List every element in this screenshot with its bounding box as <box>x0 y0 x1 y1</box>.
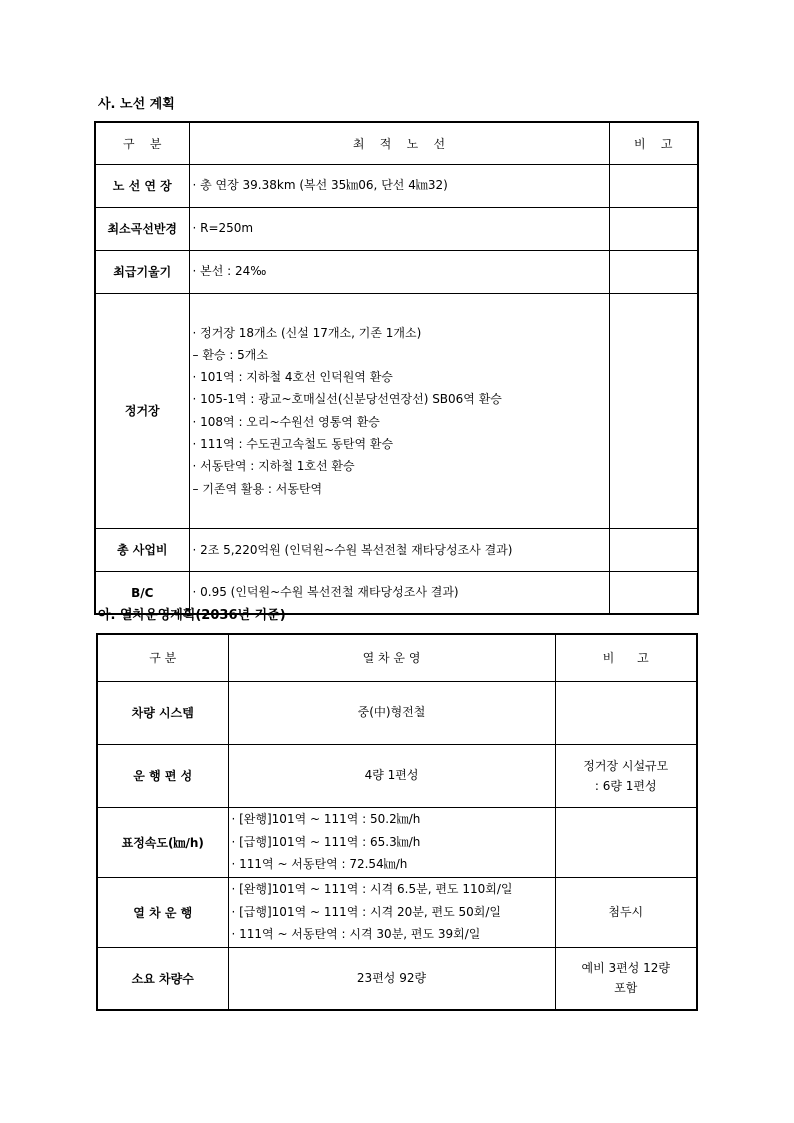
row-content <box>228 681 555 744</box>
row-note <box>609 571 698 614</box>
row-content <box>189 207 609 250</box>
row-label-stations: 정거장 <box>95 293 189 528</box>
row-note <box>555 807 697 877</box>
row-note <box>555 681 697 744</box>
row-label-schedule-speed: 표정속도(㎞/h) <box>97 807 228 877</box>
table-row <box>95 528 698 571</box>
content-line: · 108역 : 오리~수원선 영통역 환승 <box>192 414 380 429</box>
note-line: : 6량 1편성 <box>594 778 657 793</box>
row-content <box>189 293 609 528</box>
content-line: 23편성 92량 <box>356 970 427 985</box>
content-line: · [완행]101역 ~ 111역 : 50.2㎞/h <box>231 811 421 826</box>
header-remarks: 비 고 <box>555 634 697 681</box>
row-note <box>609 207 698 250</box>
content-line: · [완행]101역 ~ 111역 : 시격 6.5분, 편도 110회/일 <box>231 881 513 896</box>
table-row <box>95 207 698 250</box>
table-row <box>97 744 697 807</box>
content-line: – 기존역 활용 : 서동탄역 <box>192 481 323 496</box>
header-category: 구 분 <box>95 122 189 164</box>
content-line: · 101역 : 지하철 4호선 인덕원역 환승 <box>192 370 393 385</box>
content-line: · 0.95 (인덕원~수원 복선전철 재타당성조사 결과) <box>192 585 459 600</box>
row-label-route-length: 노 선 연 장 <box>95 164 189 207</box>
row-content <box>189 164 609 207</box>
table-row <box>95 164 698 207</box>
note-line: 예비 3편성 12량 <box>581 961 670 976</box>
row-note <box>609 293 698 528</box>
table-row <box>95 250 698 293</box>
content-line: 4량 1편성 <box>364 768 419 783</box>
header-category: 구 분 <box>97 634 228 681</box>
content-line: · 본선 : 24‰ <box>192 264 267 279</box>
content-line: · 111역 ~ 서동탄역 : 72.54㎞/h <box>231 857 408 872</box>
row-note <box>609 250 698 293</box>
row-content <box>228 877 555 947</box>
route-plan-table <box>94 121 699 615</box>
row-label-min-curve-radius: 최소곡선반경 <box>95 207 189 250</box>
row-label-vehicle-system: 차량 시스템 <box>97 681 228 744</box>
content-line: · [급행]101역 ~ 111역 : 65.3㎞/h <box>231 834 421 849</box>
row-content <box>228 947 555 1010</box>
table-row <box>97 877 697 947</box>
header-optimal-route: 최 적 노 선 <box>189 122 609 164</box>
note-line: 포함 <box>614 981 638 996</box>
row-label-formation: 운 행 편 성 <box>97 744 228 807</box>
content-line: · 111역 ~ 서동탄역 : 시격 30분, 편도 39회/일 <box>231 927 481 942</box>
row-note <box>609 164 698 207</box>
content-line: · 총 연장 39.38km (복선 35㎞06, 단선 4㎞32) <box>192 178 448 193</box>
content-line: · [급행]101역 ~ 111역 : 시격 20분, 편도 50회/일 <box>231 904 502 919</box>
content-line: – 환승 : 5개소 <box>192 347 268 362</box>
table-row <box>97 807 697 877</box>
row-note <box>609 528 698 571</box>
header-remarks: 비 고 <box>609 122 698 164</box>
row-note <box>555 744 697 807</box>
content-line: · 111역 : 수도권고속철도 동탄역 환승 <box>192 436 394 451</box>
row-label-required-vehicles: 소요 차량수 <box>97 947 228 1010</box>
row-content <box>189 250 609 293</box>
row-content <box>228 744 555 807</box>
content-line: · 2조 5,220억원 (인덕원~수원 복선전철 재타당성조사 결과) <box>192 542 513 557</box>
note-line: 첨두시 <box>608 905 644 919</box>
train-operation-table <box>96 633 698 1011</box>
row-label-max-gradient: 최급기울기 <box>95 250 189 293</box>
header-train-operation: 열 차 운 영 <box>228 634 555 681</box>
content-line: · 정거장 18개소 (신설 17개소, 기존 1개소) <box>192 325 422 340</box>
table-row <box>95 293 698 528</box>
content-line: · 105-1역 : 광교~호매실선(신분당선연장선) SB06역 환승 <box>192 392 502 407</box>
table-row <box>97 947 697 1010</box>
section-title-route-plan: 사. 노선 계획 <box>98 97 175 112</box>
row-note <box>555 947 697 1010</box>
note-line: 정거장 시설규모 <box>583 758 669 773</box>
section-title-train-operation: 아. 열차운영계획(2036년 기준) <box>98 608 286 623</box>
table-row <box>97 681 697 744</box>
table-header-row <box>97 634 697 681</box>
row-label-total-cost: 총 사업비 <box>95 528 189 571</box>
content-line: · R=250m <box>192 221 254 236</box>
content-line: 중(中)형전철 <box>357 705 426 720</box>
row-note <box>555 877 697 947</box>
row-content <box>189 528 609 571</box>
row-label-bc: B/C <box>95 571 189 614</box>
table-header-row <box>95 122 698 164</box>
content-line: · 서동탄역 : 지하철 1호선 환승 <box>192 459 355 474</box>
row-label-train-service: 열 차 운 행 <box>97 877 228 947</box>
row-content <box>228 807 555 877</box>
